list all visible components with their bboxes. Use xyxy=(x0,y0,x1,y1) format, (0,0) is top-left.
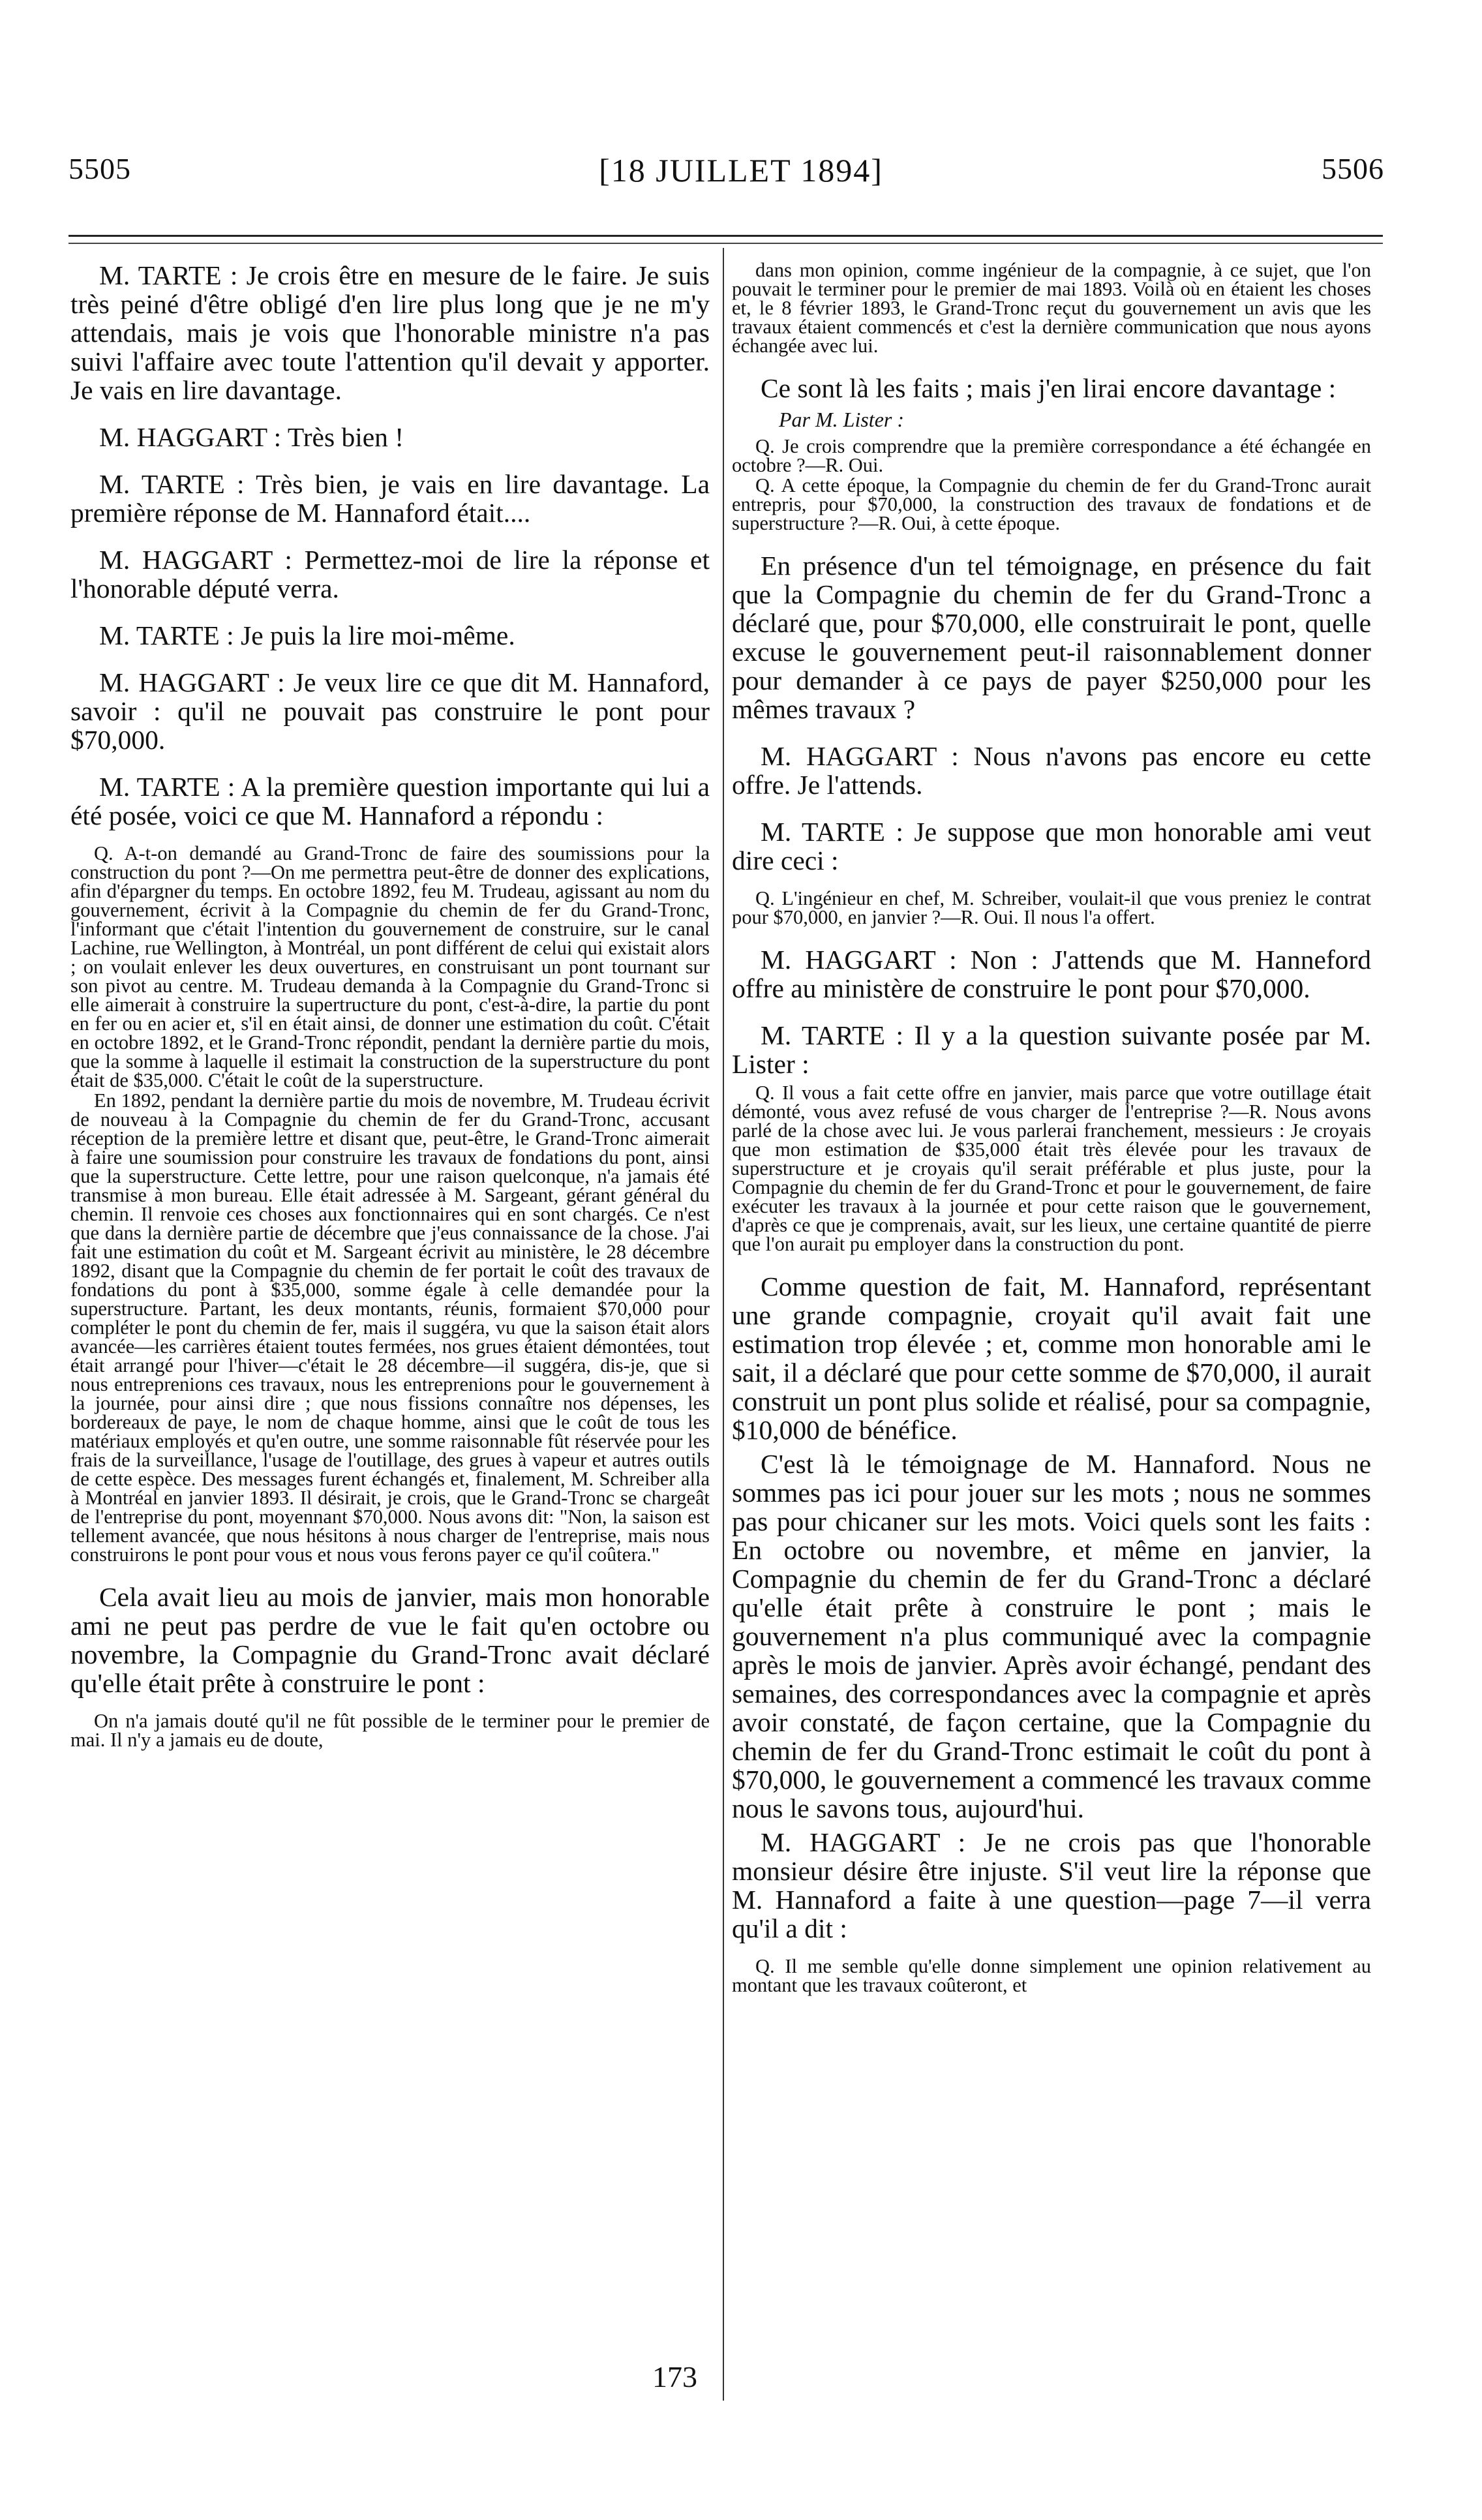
speech-paragraph: M. TARTE : A la première question importante qui lui a été posée, voici ce que M. Hannaford a répondu : xyxy=(70,772,710,830)
testimony-quote: Q. A-t-on demandé au Grand-Tronc de faire des soumissions pour la construction du pont ?—On me permettra peut-être de donner des explications, afin d'épargner du temps. En octobre 1892, feu M. Trudeau, agissant au nom du gouvernement, écrivit à la Compagnie du chemin de fer du Grand-Tronc, l'informant que c'était l'intention du gouvernement de construire, sur le canal Lachine, rue Wellington, à Montréal, un pont différent de celui qui existait alors ; on voulait enlever les deux ouvertures, en construisant un pont tournant sur son pivot au centre. M. Trudeau demanda à la Compagnie du Grand-Tronc si elle aimerait à construire la supertructure du pont, c'est-à-dire, la partie du pont en fer ou en acier et, s'il en était ainsi, de donner une estimation du coût. C'était en octobre 1892, et le Grand-Tronc répondit, pendant la dernière partie du mois, que la somme à laquelle il estimait la construction de la superstructure du pont était de $35,000. C'était le coût de la superstructure. xyxy=(70,842,710,1091)
speech-paragraph: M. HAGGART : Permettez-moi de lire la réponse et l'honorable député verra. xyxy=(70,545,710,603)
speech-paragraph: Cela avait lieu au mois de janvier, mais mon honorable ami ne peut pas perdre de vue le fait qu'en octobre ou novembre, la Compagnie du Grand-Tronc avait déclaré qu'elle était prête à construire le pont : xyxy=(70,1582,710,1698)
sitting-date: [18 JUILLET 1894] xyxy=(599,152,883,189)
testimony-quote: Q. A cette époque, la Compagnie du chemin de fer du Grand-Tronc aurait entrepris, pour $70,000, la construction des travaux de fondations et de superstructure ?—R. Oui, à cette époque. xyxy=(732,474,1371,534)
speech-paragraph: C'est là le témoignage de M. Hannaford. Nous ne sommes pas ici pour jouer sur les mots ; nous ne sommes pas pour chicaner sur les mots. Voici quels sont les faits : En octobre ou novembre, et même en janvier, la Compagnie du chemin de fer du Grand-Tronc a déclaré qu'elle était prête à construire le pont ; mais le gouvernement n'a plus communiqué avec la compagnie après le mois de janvier. Après avoir échangé, pendant des semaines, des correspondances avec la compagnie et après avoir constaté, de façon certaine, que la Compagnie du chemin de fer du Grand-Tronc estimait le coût du pont à $70,000, le gouvernement a commencé les travaux comme nous le savons tous, aujourd'hui. xyxy=(732,1449,1371,1823)
speech-paragraph: M. HAGGART : Je ne crois pas que l'honorable monsieur désire être injuste. S'il veut lire la réponse que M. Hannaford a faite à une question—page 7—il verra qu'il a dit : xyxy=(732,1827,1371,1943)
right-column xyxy=(732,261,1371,1996)
header-rule-thin xyxy=(68,243,1383,244)
left-column xyxy=(70,261,710,1751)
testimony-quote: dans mon opinion, comme ingénieur de la compagnie, à ce sujet, que l'on pouvait le terminer pour le premier de mai 1893. Voilà où en étaient les choses et, le 8 février 1893, le Grand-Tronc reçut du gouvernement un avis que les travaux étaient commencés et c'est la dernière communication que nous ayons échangée avec lui. xyxy=(732,259,1371,357)
speech-paragraph: M. TARTE : Je crois être en mesure de le faire. Je suis très peiné d'être obligé d'en lire plus long que je ne m'y attendais, mais je vois que l'honorable ministre n'a pas suivi l'affaire avec toute l'attention qu'il devait y apporter. Je vais en lire davantage. xyxy=(70,260,710,405)
speech-paragraph: Comme question de fait, M. Hannaford, représentant une grande compagnie, croyait qu'il avait fait une estimation trop élevée ; et, comme mon honorable ami le sait, il a déclaré que pour cette somme de $70,000, il aurait construit un pont plus solide et réalisé, pour sa compagnie, $10,000 de bénéfice. xyxy=(732,1271,1371,1445)
speech-paragraph: M. HAGGART : Je veux lire ce que dit M. Hannaford, savoir : qu'il ne pouvait pas construire le pont pour $70,000. xyxy=(70,667,710,755)
testimony-quote: On n'a jamais douté qu'il ne fût possible de le terminer pour le premier de mai. Il n'y a jamais eu de doute, xyxy=(70,1710,710,1751)
testimony-quote: Q. Il vous a fait cette offre en janvier, mais parce que votre outillage était démonté, vous avez refusé de vous charger de l'entreprise ?—R. Nous avons parlé de la chose avec lui. Je vous parlerai franchement, messieurs : Je croyais que mon estimation de $35,000 était très élevée pour les travaux de superstructure et je croyais qu'il serait préférable et plus juste, pour la Compagnie du chemin de fer du Grand-Tronc et pour le gouvernement, de faire exécuter les travaux à la journée et pour cette raison que le gouvernement, d'après ce que je comprenais, avait, sur les lieux, une certaine quantité de pierre que l'on aurait pu employer dans la construction du pont. xyxy=(732,1082,1371,1255)
testimony-quote: En 1892, pendant la dernière partie du mois de novembre, M. Trudeau écrivit de nouveau à la Compagnie du chemin de fer du Grand-Tronc, accusant réception de la première lettre et disant que, peut-être, le Grand-Tronc aimerait à faire une soumission pour construire les travaux de fondations du pont, ainsi que la superstructure. Cette lettre, pour une raison quelconque, n'a jamais été transmise à mon bureau. Elle était adressée à M. Sargeant, gérant général du chemin. Il renvoie ces choses aux fonctionnaires qui en sont chargés. Ce n'est que dans la dernière partie de décembre que j'eus connaissance de la chose. J'ai fait une estimation du coût et M. Sargeant écrivit au ministère, le 28 décembre 1892, disant que la Compagnie du chemin de fer portait le coût des travaux de fondations du pont à $35,000, somme égale à celle demandée pour la superstructure. Partant, les deux montants, réunis, formaient $70,000 pour compléter le pont du chemin de fer, mais il suggéra, vu que la saison était alors avancée—les carrières étaient toutes fermées, nos grues étaient démontées, tout était arrangé pour l'hiver—c'était le 28 décembre—il suggéra, dis-je, que si nous entreprenions ces travaux, nous les entreprenions pour le gouvernement à la journée, pour ainsi dire ; que nous fissions connaître nos dépenses, les bordereaux de paye, le nom de chaque homme, ainsi que le coût de tous les matériaux employés et qu'en outre, une somme raisonnable fût réservée pour les frais de la surveillance, l'usage de l'outillage, des grues à vapeur et autres outils de cette espèce. Des messages furent échangés et, finalement, M. Schreiber alla à Montréal en janvier 1893. Il désirait, je crois, que le Grand-Tronc se chargeât de l'entreprise du pont, moyennant $70,000. Nous avons dit: "Non, la saison est tellement avancée, que nous hésitons à nous charger de l'entreprise, mais nous construirons le pont pour vous et nous vous ferons payer ce qu'il coûtera." xyxy=(70,1089,710,1566)
testimony-quote: Q. L'ingénieur en chef, M. Schreiber, voulait-il que vous preniez le contrat pour $70,000, en janvier ?—R. Oui. Il nous l'a offert. xyxy=(732,887,1371,928)
speech-paragraph: En présence d'un tel témoignage, en présence du fait que la Compagnie du chemin de fer du Grand-Tronc a déclaré que, pour $70,000, elle construirait le pont, quelle excuse le gouvernement peut-il raisonnablement donner pour demander à ce pays de payer $250,000 pour les mêmes travaux ? xyxy=(732,551,1371,724)
speech-paragraph: M. TARTE : Je suppose que mon honorable ami veut dire ceci : xyxy=(732,817,1371,875)
page-number-right: 5506 xyxy=(1322,152,1384,185)
speech-paragraph: Ce sont là les faits ; mais j'en lirai encore davantage : xyxy=(761,373,1337,403)
speech-paragraph: M. TARTE : Très bien, je vais en lire davantage. La première réponse de M. Hannaford était.... xyxy=(70,469,710,528)
speech-paragraph: M. TARTE : Je puis la lire moi-même. xyxy=(99,620,515,650)
speech-paragraph: M. HAGGART : Très bien ! xyxy=(99,422,404,452)
column-divider xyxy=(723,248,724,2401)
testimony-quote: Q. Je crois comprendre que la première correspondance a été échangée en octobre ?—R. Oui. xyxy=(732,435,1371,476)
speech-paragraph: M. TARTE : Il y a la question suivante posée par M. Lister : xyxy=(732,1020,1371,1079)
page-header xyxy=(0,151,1482,204)
speech-paragraph: M. HAGGART : Non : J'attends que M. Hanneford offre au ministère de construire le pont pour $70,000. xyxy=(732,945,1371,1003)
header-rule xyxy=(68,235,1383,237)
speech-paragraph: M. HAGGART : Nous n'avons pas encore eu cette offre. Je l'attends. xyxy=(732,741,1371,800)
folio-number: 173 xyxy=(652,2360,697,2393)
testimony-quote: Q. Il me semble qu'elle donne simplement une opinion relativement au montant que les travaux coûteront, et xyxy=(732,1955,1371,1996)
page-number-left: 5505 xyxy=(68,152,131,185)
examiner-label: Par M. Lister : xyxy=(779,408,904,431)
